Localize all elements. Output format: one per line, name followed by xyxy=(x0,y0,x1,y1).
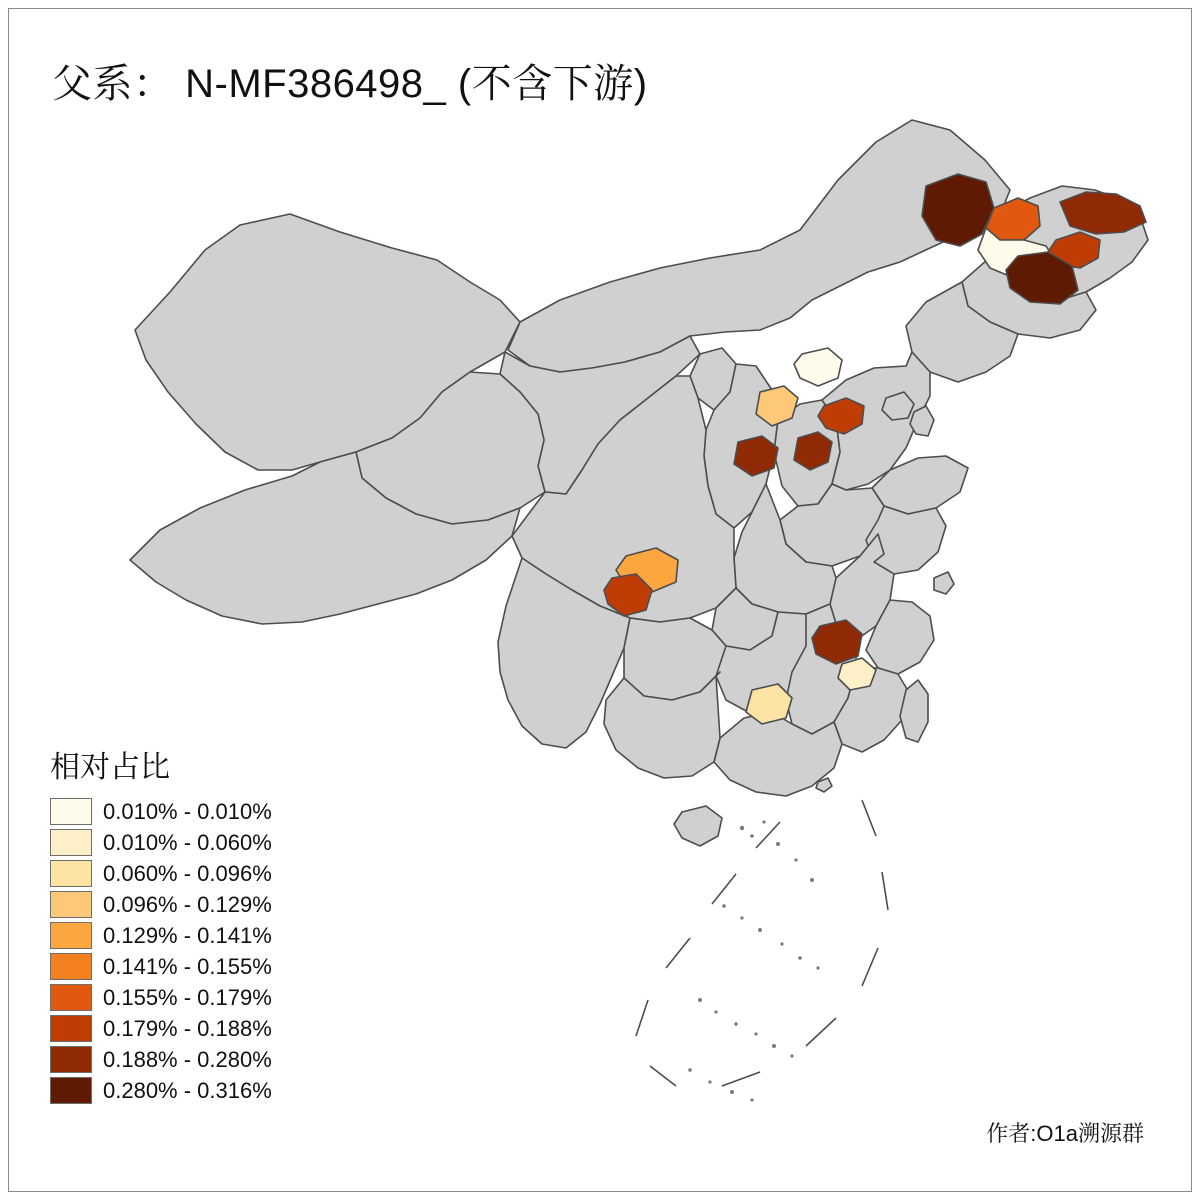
legend-swatch xyxy=(50,984,92,1011)
legend-swatch xyxy=(50,1077,92,1104)
legend-item xyxy=(50,1044,350,1075)
legend-label: 0.155% - 0.179% xyxy=(103,984,272,1010)
legend-label: 0.188% - 0.280% xyxy=(103,1046,272,1072)
legend-item xyxy=(50,920,350,951)
province-hainan xyxy=(674,806,722,846)
legend-label: 0.060% - 0.096% xyxy=(103,860,272,886)
author-credit: 作者:O1a溯源群 xyxy=(986,1121,1144,1146)
legend-swatch xyxy=(50,798,92,825)
legend-label: 0.280% - 0.316% xyxy=(103,1077,272,1103)
legend-item xyxy=(50,1013,350,1044)
legend-item xyxy=(50,951,350,982)
south-china-sea-islands xyxy=(688,820,819,1101)
legend-swatch xyxy=(50,922,92,949)
legend-swatch xyxy=(50,1015,92,1042)
legend-swatch xyxy=(50,891,92,918)
south-china-sea-boundary xyxy=(636,800,888,1086)
legend-label: 0.010% - 0.010% xyxy=(103,798,272,824)
legend-label: 0.141% - 0.155% xyxy=(103,953,272,979)
legend-item xyxy=(50,889,350,920)
region-inner-mongolia-central xyxy=(794,348,842,386)
legend-item xyxy=(50,982,350,1013)
legend-item xyxy=(50,827,350,858)
legend-label: 0.096% - 0.129% xyxy=(103,891,272,917)
legend-title: 相对占比 xyxy=(50,751,170,784)
legend-swatch xyxy=(50,860,92,887)
legend xyxy=(50,742,350,1106)
legend-swatch xyxy=(50,953,92,980)
page-title: 父系： N-MF386498_ (不含下游) xyxy=(52,62,648,106)
legend-swatch xyxy=(50,1046,92,1073)
region-guangdong-central xyxy=(746,684,792,724)
legend-label: 0.010% - 0.060% xyxy=(103,829,272,855)
legend-label: 0.179% - 0.188% xyxy=(103,1015,272,1041)
legend-item xyxy=(50,796,350,827)
legend-item xyxy=(50,858,350,889)
legend-label: 0.129% - 0.141% xyxy=(103,922,272,948)
legend-item xyxy=(50,1075,350,1106)
legend-swatch xyxy=(50,829,92,856)
region-heilongjiang-northeast xyxy=(1060,192,1146,234)
province-shanghai xyxy=(934,572,954,594)
